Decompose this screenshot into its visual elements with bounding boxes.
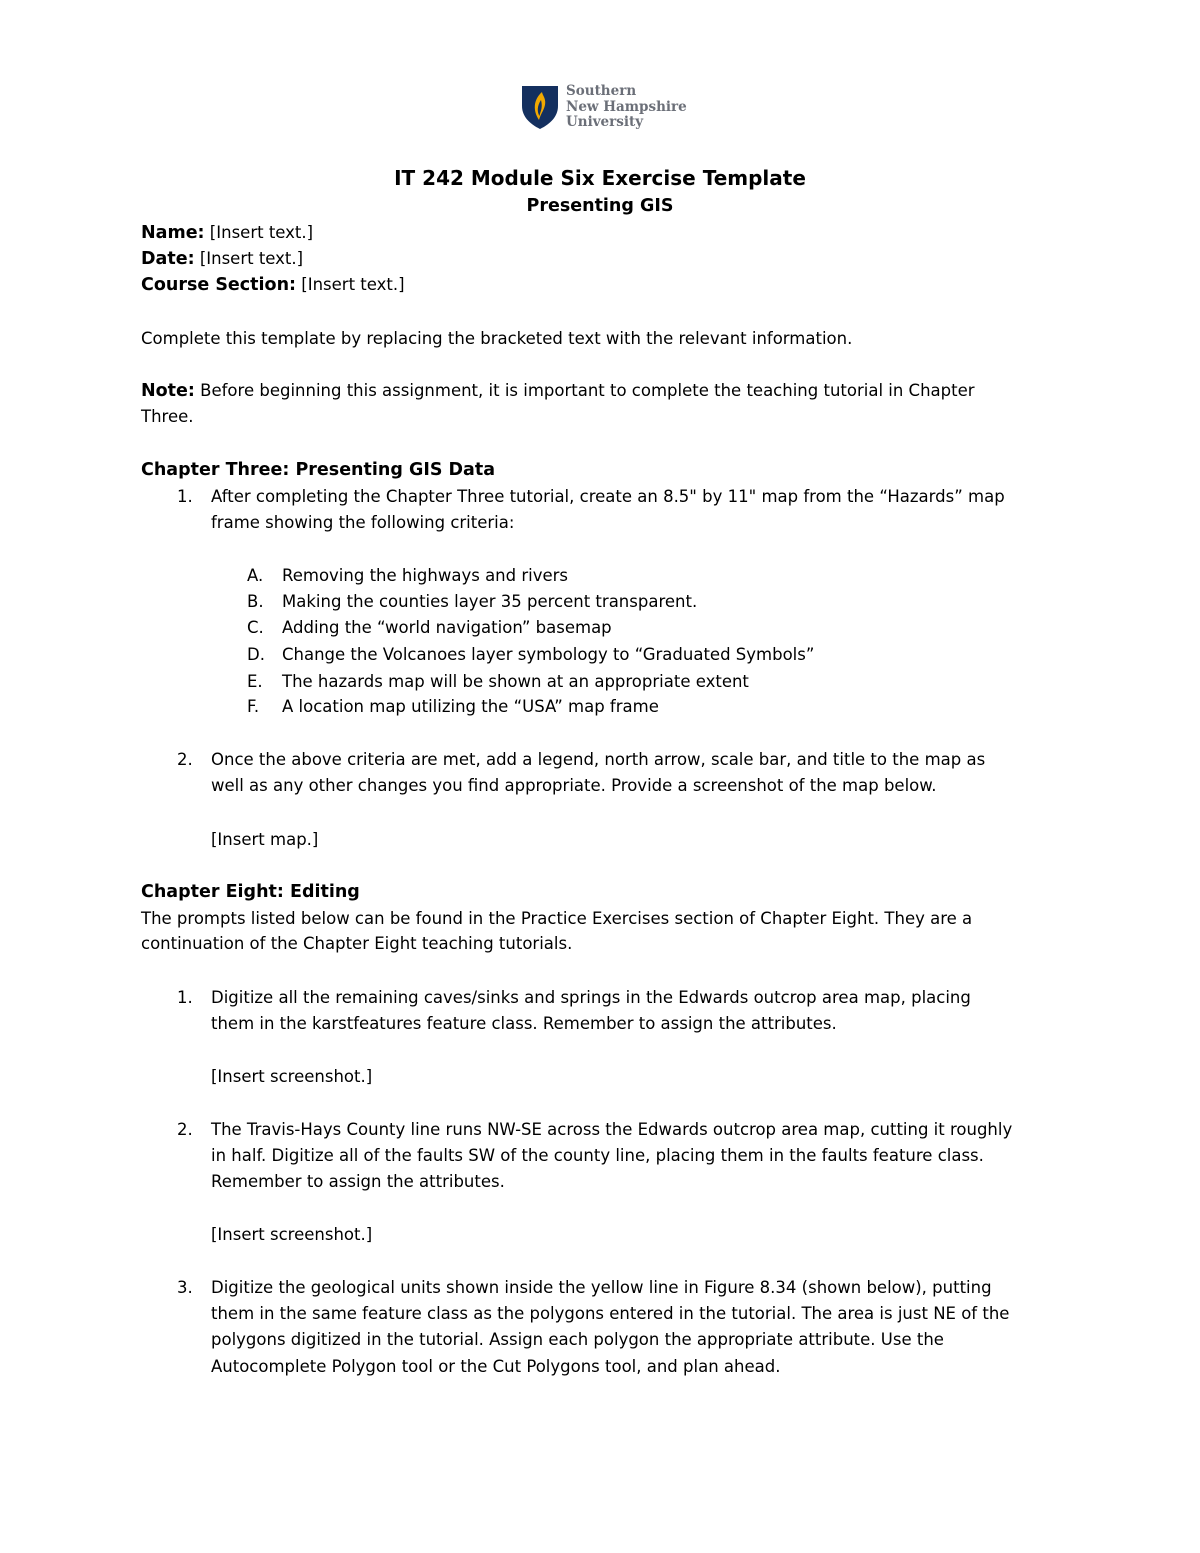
ch8-item-2-line-2: in half. Digitize all of the faults SW of the county line, placing them in the faults feature class. bbox=[211, 1146, 984, 1165]
ch8-item-1-number: 1. bbox=[177, 988, 193, 1007]
note-line-1 bbox=[141, 378, 975, 404]
criteria-item: Making the counties layer 35 percent transparent. bbox=[282, 592, 698, 611]
snhu-logo bbox=[520, 84, 690, 134]
chapter-three-heading: Chapter Three: Presenting GIS Data bbox=[141, 460, 496, 480]
criteria-item: The hazards map will be shown at an appropriate extent bbox=[282, 672, 749, 691]
insert-screenshot-placeholder-1: [Insert screenshot.] bbox=[211, 1067, 373, 1086]
note-text: Before beginning this assignment, it is important to complete the teaching tutorial in Chapter bbox=[194, 381, 975, 400]
ch8-item-3-line-3: polygons digitized in the tutorial. Assign each polygon the appropriate attribute. Use the bbox=[211, 1330, 944, 1349]
logo-line-1: Southern bbox=[566, 83, 637, 99]
course-section-label: Course Section: bbox=[141, 275, 297, 295]
note-line-2: Three. bbox=[141, 407, 194, 426]
ch8-item-2-line-1: The Travis-Hays County line runs NW-SE across the Edwards outcrop area map, cutting it roughly bbox=[211, 1120, 1013, 1139]
ch3-item-1-number: 1. bbox=[177, 487, 193, 506]
ch3-item-1-line-1: After completing the Chapter Three tutorial, create an 8.5" by 11" map from the “Hazards” map bbox=[211, 487, 1005, 506]
ch3-item-1-line-2: frame showing the following criteria: bbox=[211, 513, 515, 532]
ch3-item-2-line-2: well as any other changes you find appropriate. Provide a screenshot of the map below. bbox=[211, 776, 937, 795]
criteria-letter: A. bbox=[247, 566, 264, 585]
document-title: IT 242 Module Six Exercise Template bbox=[394, 166, 806, 190]
course-section-value: [Insert text.] bbox=[296, 275, 405, 294]
criteria-item: A location map utilizing the “USA” map frame bbox=[282, 697, 659, 716]
ch8-item-2-number: 2. bbox=[177, 1120, 193, 1139]
logo-wordmark bbox=[566, 84, 687, 131]
criteria-item: Change the Volcanoes layer symbology to “Graduated Symbols” bbox=[282, 645, 815, 664]
ch8-item-3-line-1: Digitize the geological units shown inside the yellow line in Figure 8.34 (shown below), putting bbox=[211, 1278, 992, 1297]
criteria-letter: D. bbox=[247, 645, 265, 664]
insert-map-placeholder: [Insert map.] bbox=[211, 830, 319, 849]
criteria-letter: E. bbox=[247, 672, 263, 691]
logo-line-3: University bbox=[566, 114, 644, 130]
ch8-item-1-line-2: them in the karstfeatures feature class. Remember to assign the attributes. bbox=[211, 1014, 837, 1033]
criteria-item: Removing the highways and rivers bbox=[282, 566, 569, 585]
name-value: [Insert text.] bbox=[204, 223, 314, 242]
date-field bbox=[141, 246, 303, 272]
instructions-text: Complete this template by replacing the bracketed text with the relevant information. bbox=[141, 329, 853, 348]
date-label: Date: bbox=[141, 249, 195, 269]
logo-line-2: New Hampshire bbox=[566, 98, 687, 115]
chapter-eight-intro-line-2: continuation of the Chapter Eight teaching tutorials. bbox=[141, 934, 573, 953]
criteria-letter: C. bbox=[247, 618, 264, 637]
ch8-item-1-line-1: Digitize all the remaining caves/sinks and springs in the Edwards outcrop area map, placing bbox=[211, 988, 971, 1007]
document-subtitle: Presenting GIS bbox=[526, 196, 674, 216]
name-field bbox=[141, 220, 313, 246]
note-label: Note: bbox=[141, 381, 195, 401]
shield-flame-icon bbox=[520, 84, 560, 130]
criteria-letter: F. bbox=[247, 697, 260, 716]
date-value: [Insert text.] bbox=[194, 249, 304, 268]
chapter-eight-intro-line-1: The prompts listed below can be found in the Practice Exercises section of Chapter Eight. They are a bbox=[141, 909, 973, 928]
insert-screenshot-placeholder-2: [Insert screenshot.] bbox=[211, 1225, 373, 1244]
name-label: Name: bbox=[141, 223, 205, 243]
ch3-item-2-line-1: Once the above criteria are met, add a legend, north arrow, scale bar, and title to the map as bbox=[211, 750, 986, 769]
criteria-letter: B. bbox=[247, 592, 264, 611]
course-section-field bbox=[141, 272, 405, 298]
ch3-item-2-number: 2. bbox=[177, 750, 193, 769]
ch8-item-2-line-3: Remember to assign the attributes. bbox=[211, 1172, 505, 1191]
ch8-item-3-line-4: Autocomplete Polygon tool or the Cut Polygons tool, and plan ahead. bbox=[211, 1357, 781, 1376]
ch8-item-3-number: 3. bbox=[177, 1278, 193, 1297]
ch8-item-3-line-2: them in the same feature class as the polygons entered in the tutorial. The area is just NE of the bbox=[211, 1304, 1010, 1323]
chapter-eight-heading: Chapter Eight: Editing bbox=[141, 882, 360, 902]
criteria-item: Adding the “world navigation” basemap bbox=[282, 618, 612, 637]
